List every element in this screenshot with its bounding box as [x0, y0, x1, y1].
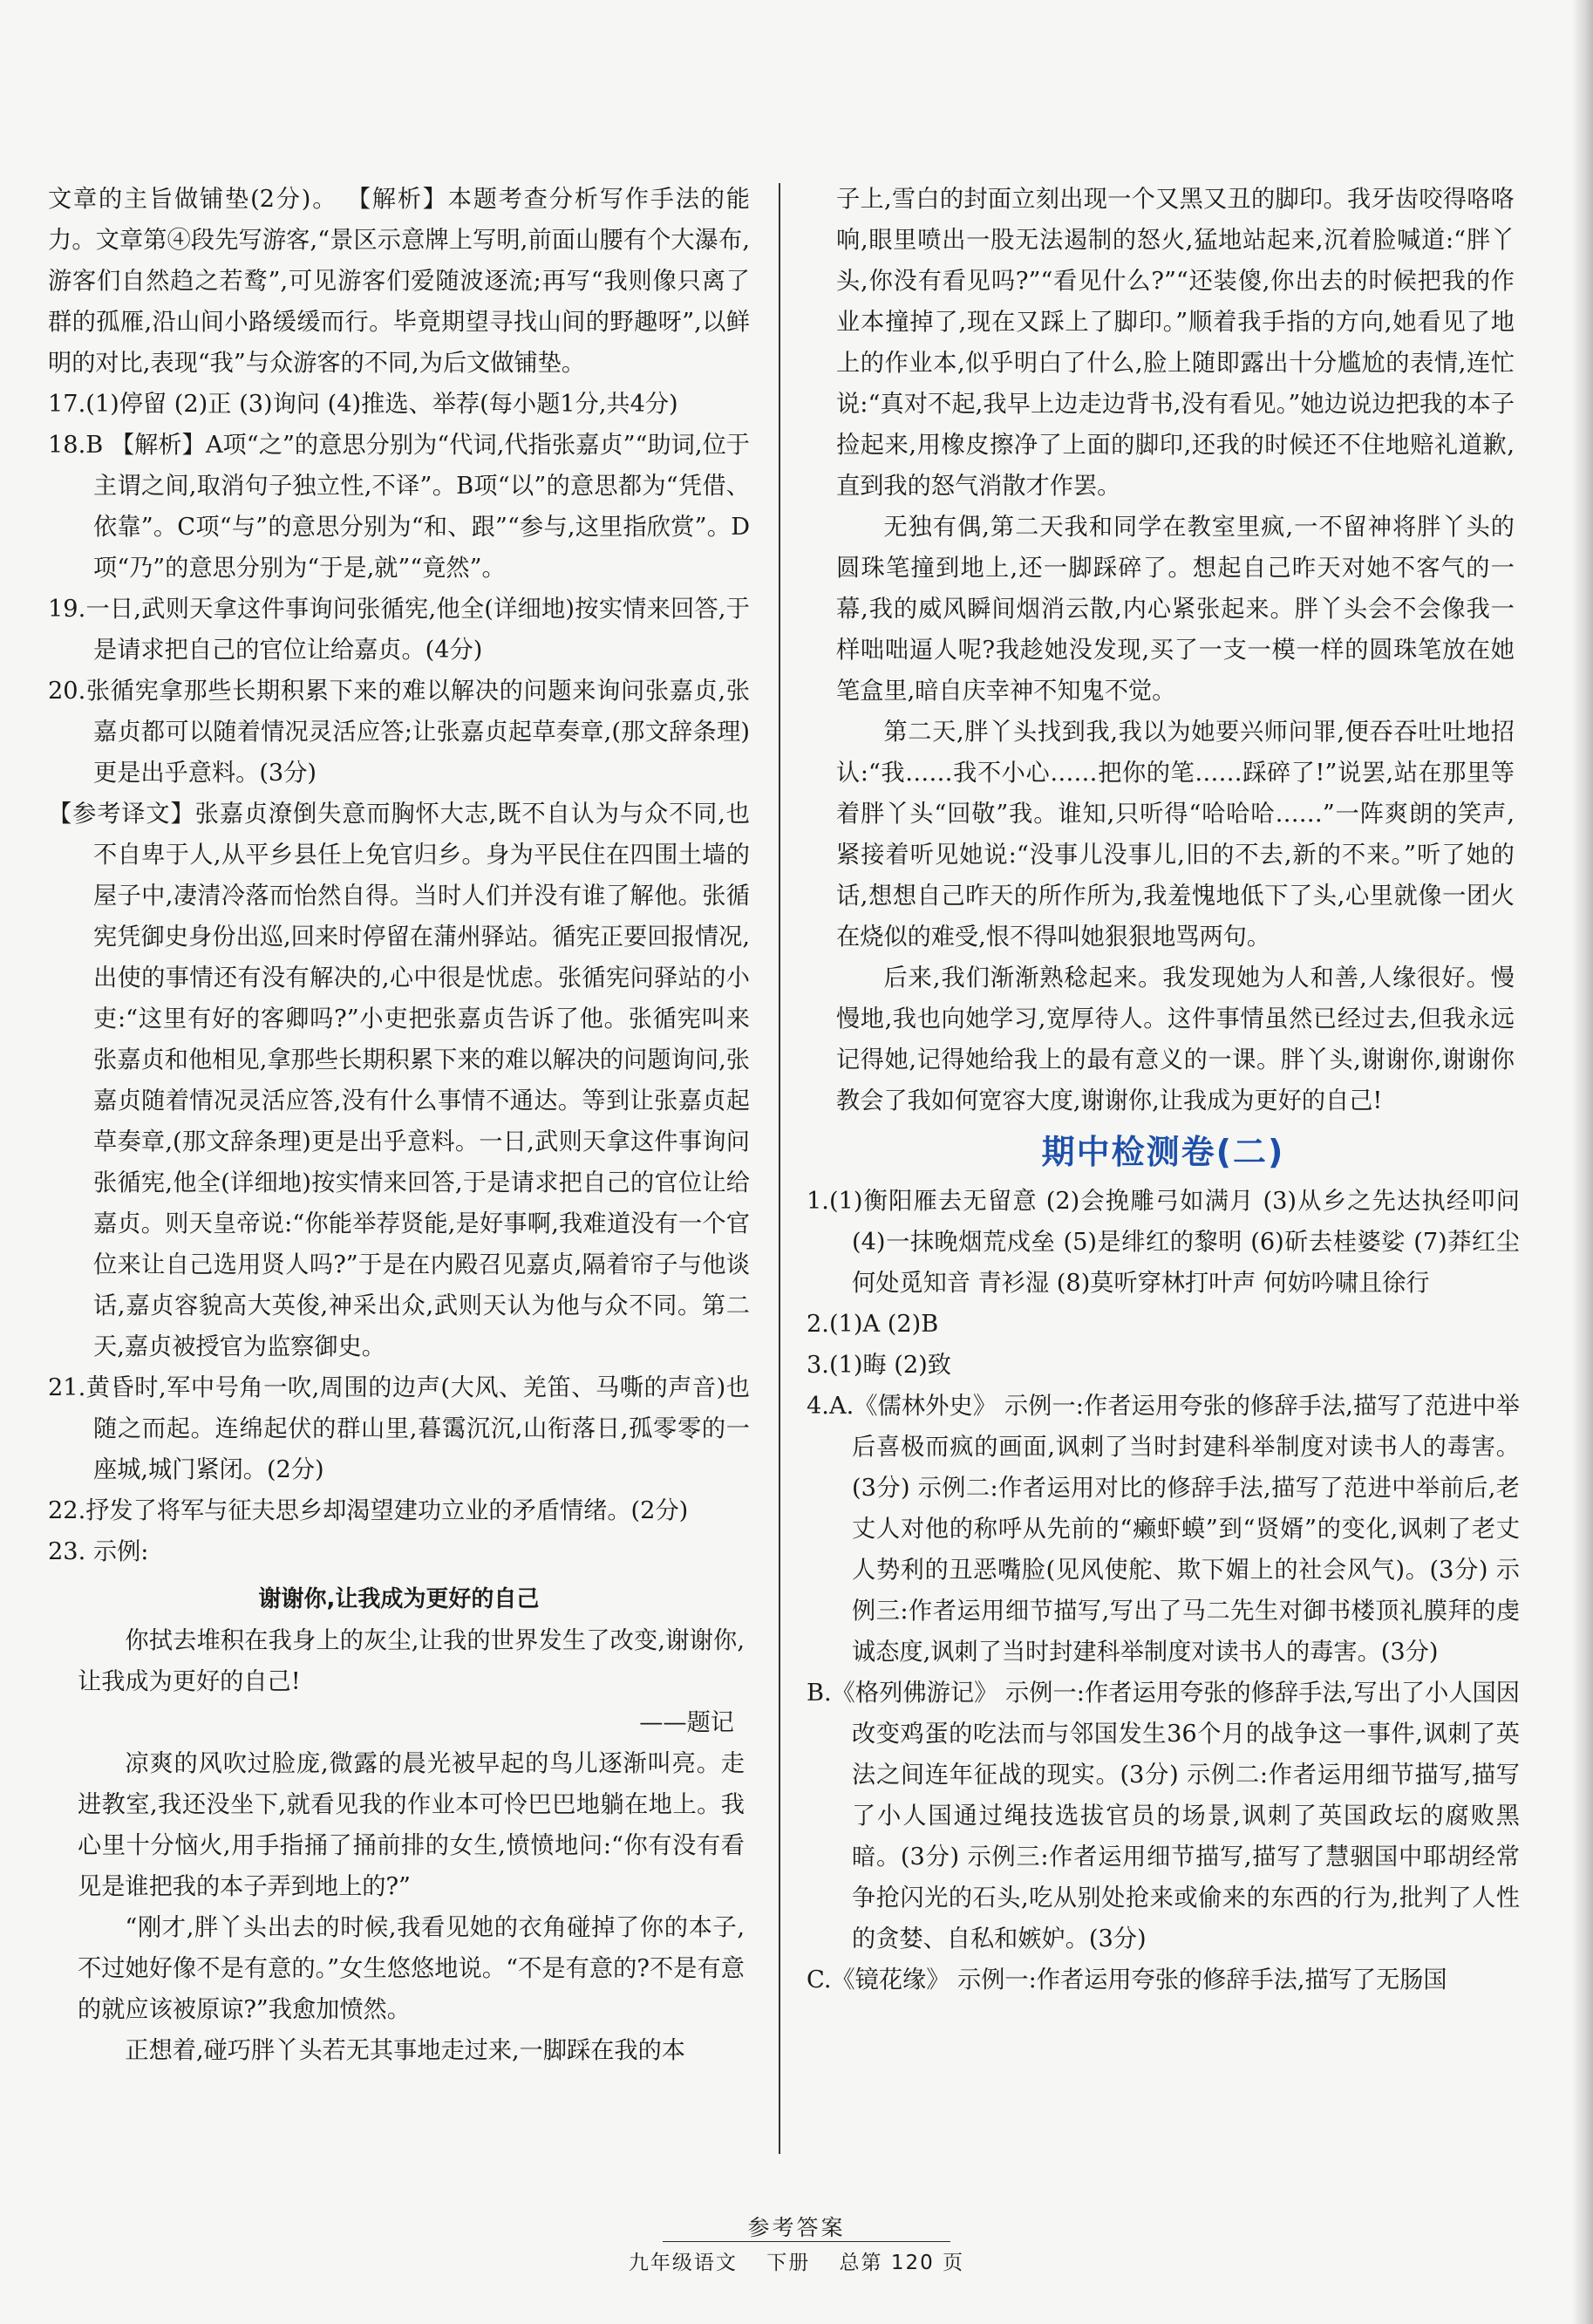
- footer-page: 总第 120 页: [839, 2252, 965, 2274]
- text-paragraph: 22.抒发了将军与征夫思乡却渴望建功立业的矛盾情绪。(2分): [48, 1497, 689, 1524]
- text-paragraph: 4.A.《儒林外史》 示例一:作者运用夸张的修辞手法,描写了范进中举后喜极而疯的画面,讽刺了当时封建科举制度对读书人的毒害。(3分) 示例二:作者运用对比的修辞手法,描写了范进中举前后,老丈人对他的称呼从先前的“癞虾蟆”到“贤婿”的变化,讽刺了老丈人势利的丑恶嘴脸(见风使舵、欺下媚上的社会风气)。(3分) 示例三:作者运用细节描写,写出了马二先生对御书楼顶礼膜拜的虔诚态度,讽刺了当时封建科举制度对读书人的毒害。(3分): [807, 1393, 1520, 1666]
- text-paragraph: C.《镜花缘》 示例一:作者运用夸张的修辞手法,描写了无肠国: [807, 1966, 1447, 1993]
- left-column: [48, 179, 750, 2071]
- text-paragraph: 1.(1)衡阳雁去无留意 (2)会挽雕弓如满月 (3)从乡之先达执经叩问 (4)一抹晚烟荒戍垒 (5)是绯红的黎明 (6)斫去桂婆娑 (7)莽红尘何处觅知音 青衫湿 (8)莫听穿林打叶声 何妨吟啸且徐行: [807, 1188, 1520, 1297]
- text-paragraph: “刚才,胖丫头出去的时候,我看见她的衣角碰掉了你的本子,不过她好像不是有意的。”女生悠悠地说。“不是有意的?不是有意的就应该被原谅?”我愈加愤然。: [78, 1914, 745, 2023]
- column-divider: [779, 183, 780, 2154]
- text-paragraph: 第二天,胖丫头找到我,我以为她要兴师问罪,便吞吞吐吐地招认:“我……我不小心……把你的笔……踩碎了!”说罢,站在那里等着胖丫头“回敬”我。谁知,只听得“哈哈哈……”一阵爽朗的笑声,紧接着听见她说:“没事儿没事儿,旧的不去,新的不来。”听了她的话,想想自己昨天的所作所为,我羞愧地低下了头,心里就像一团火在烧似的难受,恨不得叫她狠狠地骂两句。: [836, 719, 1515, 951]
- text-paragraph: 23. 示例:: [48, 1538, 149, 1565]
- text-paragraph: 你拭去堆积在我身上的灰尘,让我的世界发生了改变,谢谢你,让我成为更好的自己!: [78, 1627, 745, 1695]
- text-paragraph: 17.(1)停留 (2)正 (3)询问 (4)推选、举荐(每小题1分,共4分): [48, 391, 678, 418]
- text-paragraph: 后来,我们渐渐熟稔起来。我发现她为人和善,人缘很好。慢慢地,我也向她学习,宽厚待人。这件事情虽然已经过去,但我永远记得她,记得她给我上的最有意义的一课。胖丫头,谢谢你,谢谢你教会了我如何宽容大度,谢谢你,让我成为更好的自己!: [836, 964, 1515, 1114]
- text-paragraph: 2.(1)A (2)B: [807, 1311, 939, 1338]
- text-paragraph: 子上,雪白的封面立刻出现一个又黑又丑的脚印。我牙齿咬得咯咯响,眼里喷出一股无法遏制的怒火,猛地站起来,沉着脸喊道:“胖丫头,你没有看见吗?”“看见什么?”“还装傻,你出去的时候把我的作业本撞掉了,现在又踩上了脚印。”顺着我手指的方向,她看见了地上的作业本,似乎明白了什么,脸上随即露出十分尴尬的表情,连忙说:“真对不起,我早上边走边背书,没有看见。”她边说边把我的本子捡起来,用橡皮擦净了上面的脚印,还我的时候还不住地赔礼道歉,直到我的怒气消散才作罢。: [836, 186, 1515, 500]
- footer-grade: 九年级语文: [628, 2252, 738, 2274]
- footer-info: [0, 2246, 1593, 2275]
- text-paragraph: 凉爽的风吹过脸庞,微露的晨光被早起的鸟儿逐渐叫亮。走进教室,我还没坐下,就看见我的作业本可怜巴巴地躺在地上。我心里十分恼火,用手指捅了捅前排的女生,愤愤地问:“你有没有看见是谁把我的本子弄到地上的?”: [78, 1750, 745, 1900]
- text-paragraph: 无独有偶,第二天我和同学在教室里疯,一不留神将胖丫头的圆珠笔撞到地上,还一脚踩碎了。想起自己昨天对她不客气的一幕,我的威风瞬间烟消云散,内心紧张起来。胖丫头会不会像我一样咄咄逼人呢?我趁她没发现,买了一支一模一样的圆珠笔放在她笔盒里,暗自庆幸神不知鬼不觉。: [836, 514, 1515, 705]
- text-paragraph: 18.B 【解析】A项“之”的意思分别为“代词,代指张嘉贞”“助词,位于主谓之间,取消句子独立性,不译”。B项“以”的意思都为“凭借、依靠”。C项“与”的意思分别为“和、跟”“参与,这里指欣赏”。D项“乃”的意思分别为“于是,就”“竟然”。: [48, 432, 750, 582]
- text-paragraph: B.《格列佛游记》 示例一:作者运用夸张的修辞手法,写出了小人国因改变鸡蛋的吃法而与邻国发生36个月的战争这一事件,讽刺了英法之间连年征战的现实。(3分) 示例二:作者运用细节描写,描写了小人国通过绳技选拔官员的场景,讽刺了英国政坛的腐败黑暗。(3分) 示例三:作者运用细节描写,描写了慧骃国中耶胡经常争抢闪光的石头,吃从别处抢来或偷来的东西的行为,批判了人性的贪婪、自私和嫉妒。(3分): [807, 1680, 1520, 1953]
- footer-volume: 下册: [766, 2252, 811, 2274]
- text-paragraph: 【参考译文】张嘉贞潦倒失意而胸怀大志,既不自认为与众不同,也不自卑于人,从平乡县任上免官归乡。身为平民住在四围土墙的屋子中,凄清冷落而怡然自得。当时人们并没有谁了解他。张循宪凭御史身份出巡,回来时停留在蒲州驿站。循宪正要回报情况,出使的事情还有没有解决的,心中很是忧虑。张循宪问驿站的小吏:“这里有好的客卿吗?”小吏把张嘉贞告诉了他。张循宪叫来张嘉贞和他相见,拿那些长期积累下来的难以解决的问题询问,张嘉贞随着情况灵活应答,没有什么事情不通达。等到让张嘉贞起草奏章,(那文辞条理)更是出乎意料。一日,武则天拿这件事询问张循宪,他全(详细地)按实情来回答,于是请求把自己的官位让给嘉贞。则天皇帝说:“你能举荐贤能,是好事啊,我难道没有一个官位来让自己选用贤人吗?”于是在内殿召见嘉贞,隔着帘子与他谈话,嘉贞容貌高大英俊,神采出众,武则天认为他与众不同。第二天,嘉贞被授官为监察御史。: [48, 801, 750, 1360]
- essay-title: 谢谢你,让我成为更好的自己: [258, 1586, 540, 1612]
- section-title: 期中检测卷(二): [1041, 1133, 1285, 1171]
- text-paragraph: 20.张循宪拿那些长期积累下来的难以解决的问题来询问张嘉贞,张嘉贞都可以随着情况灵活应答;让张嘉贞起草奏章,(那文辞条理)更是出乎意料。(3分): [48, 678, 750, 787]
- text-paragraph: ——题记: [639, 1709, 734, 1736]
- text-paragraph: 正想着,碰巧胖丫头若无其事地走过来,一脚踩在我的本: [125, 2037, 685, 2064]
- text-paragraph: 21.黄昏时,军中号角一吹,周围的边声(大风、羌笛、马嘶的声音)也随之而起。连绵起伏的群山里,暮霭沉沉,山衔落日,孤零零的一座城,城门紧闭。(2分): [48, 1374, 750, 1483]
- footer-title: 参考答案: [747, 2215, 846, 2240]
- text-paragraph: 3.(1)晦 (2)致: [807, 1352, 951, 1379]
- page-edge-shadow: [1572, 0, 1593, 2324]
- right-column: [807, 179, 1520, 2000]
- text-paragraph: 文章的主旨做铺垫(2分)。 【解析】本题考查分析写作手法的能力。文章第④段先写游客,“景区示意牌上写明,前面山腰有个大瀑布,游客们自然趋之若鹜”,可见游客们爱随波逐流;再写“我则像只离了群的孤雁,沿山间小路缓缓而行。毕竟期望寻找山间的野趣呀”,以鲜明的对比,表现“我”与众游客的不同,为后文做铺垫。: [48, 186, 750, 377]
- text-paragraph: 19.一日,武则天拿这件事询问张循宪,他全(详细地)按实情来回答,于是请求把自己的官位让给嘉贞。(4分): [48, 596, 750, 664]
